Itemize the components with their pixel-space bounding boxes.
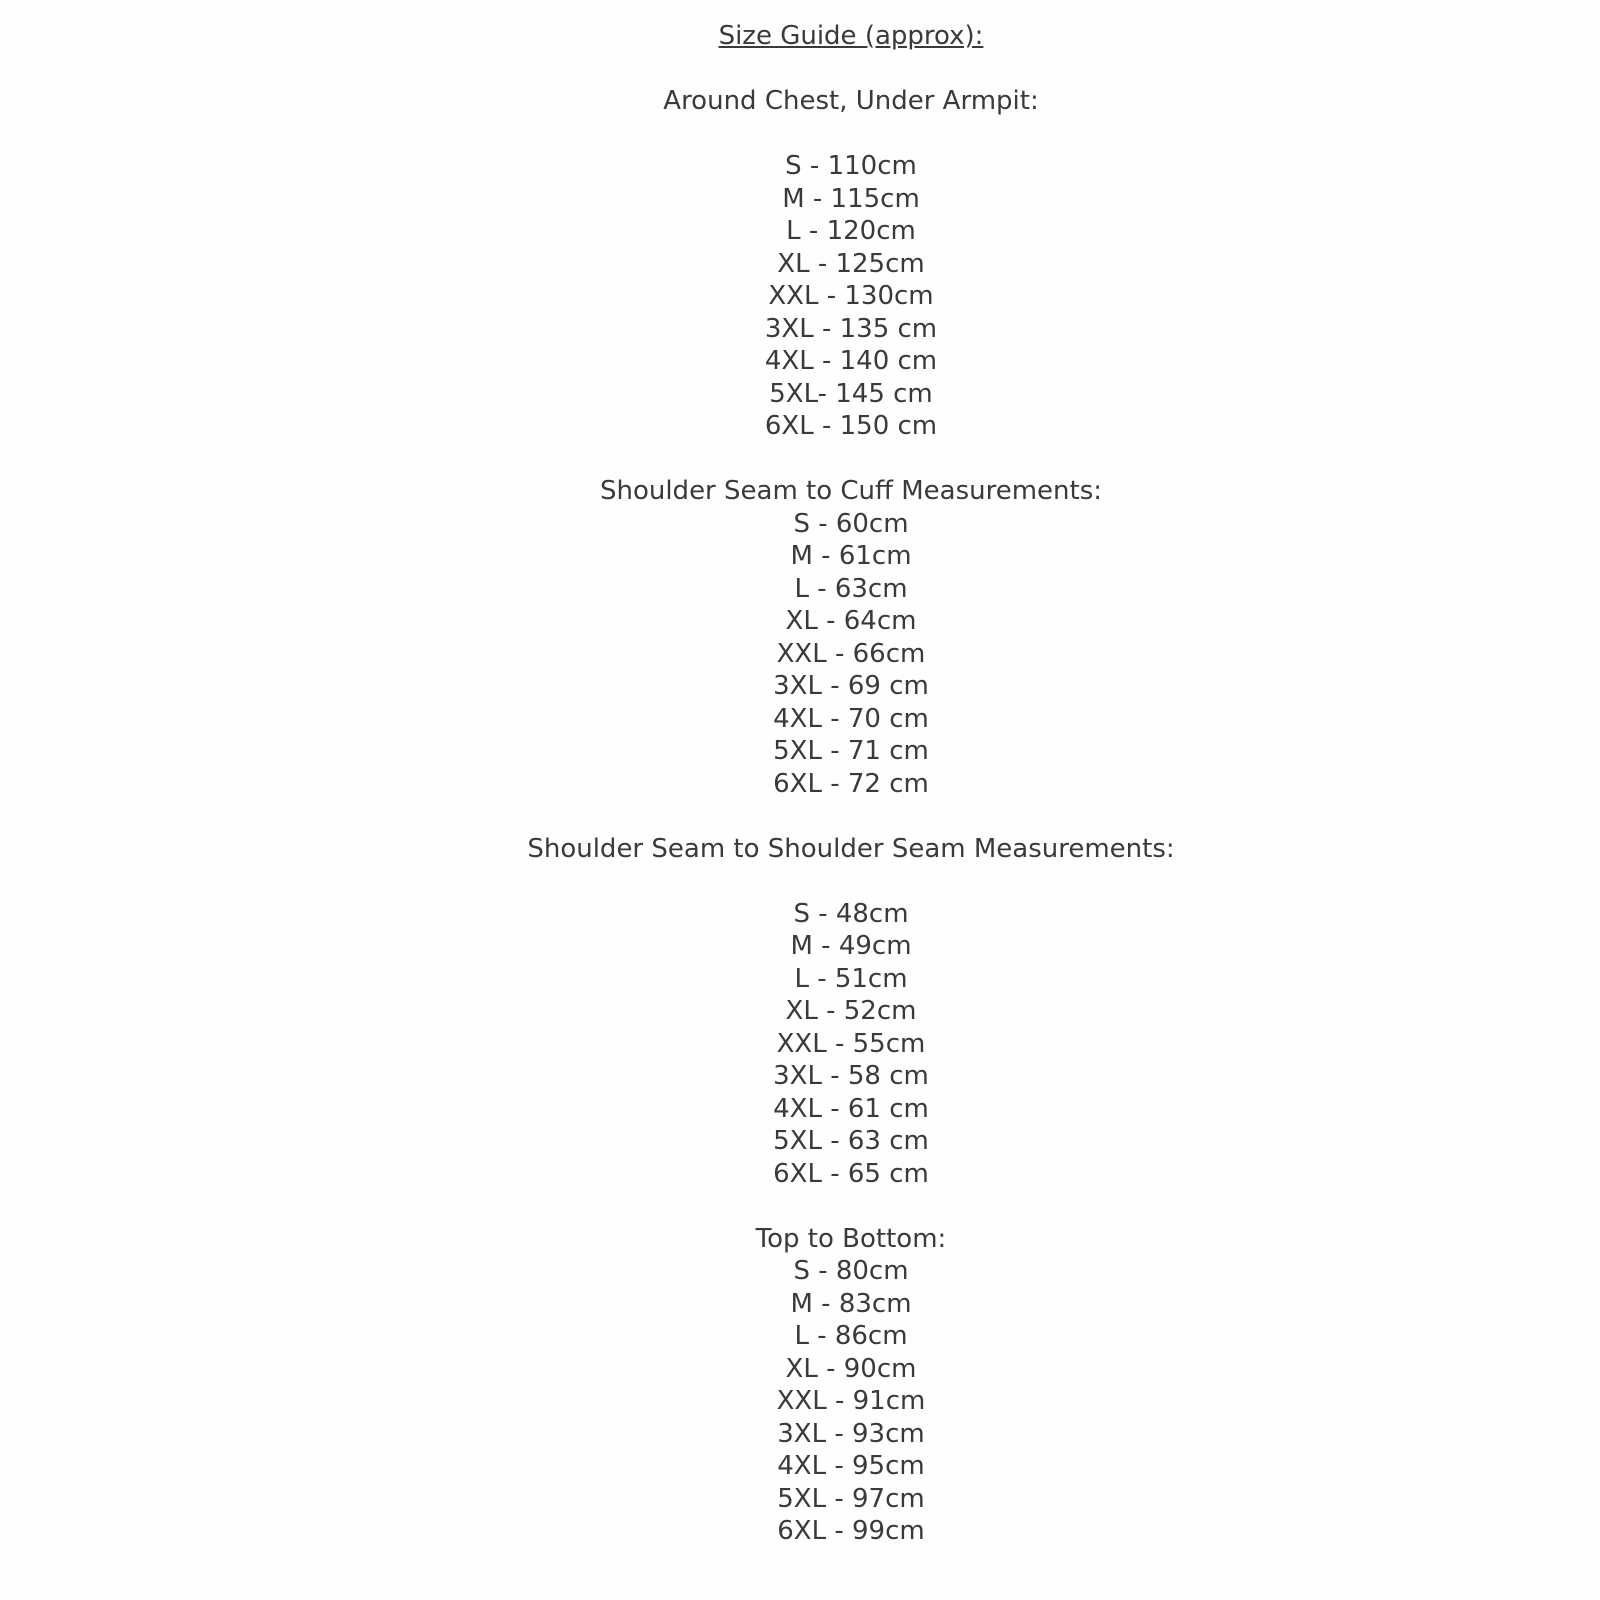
blank-line xyxy=(102,865,1600,898)
size-item: M - 83cm xyxy=(790,1288,912,1319)
size-item: S - 110cm xyxy=(785,151,917,181)
size-item: 4XL - 95cm xyxy=(777,1451,925,1481)
size-item: L - 51cm xyxy=(794,963,908,994)
size-item: XXL - 55cm xyxy=(776,1028,926,1059)
size-guide-sections xyxy=(102,53,1600,1548)
section-heading: Around Chest, Under Armpit: xyxy=(663,86,1039,116)
blank-line xyxy=(102,1190,1600,1223)
size-item: L - 63cm xyxy=(794,573,908,604)
size-item: 3XL - 58 cm xyxy=(773,1061,929,1091)
size-item: 5XL- 145 cm xyxy=(769,378,933,409)
blank-line xyxy=(102,118,1600,151)
size-item: 6XL - 65 cm xyxy=(773,1158,929,1189)
size-item: M - 61cm xyxy=(790,541,912,571)
size-item: 4XL - 61 cm xyxy=(773,1093,929,1124)
section-heading: Top to Bottom: xyxy=(755,1223,947,1254)
size-item: 5XL - 71 cm xyxy=(773,736,929,766)
size-item: 5XL - 97cm xyxy=(777,1483,925,1514)
size-item: XL - 52cm xyxy=(785,996,917,1026)
size-item: XXL - 66cm xyxy=(776,638,926,669)
size-item: 6XL - 99cm xyxy=(777,1516,925,1546)
size-item: 6XL - 72 cm xyxy=(773,768,929,799)
size-item: L - 86cm xyxy=(794,1321,908,1351)
size-item: L - 120cm xyxy=(786,216,916,246)
size-item: XL - 90cm xyxy=(785,1353,917,1384)
size-item: S - 48cm xyxy=(793,898,909,929)
blank-line xyxy=(102,800,1600,833)
size-item: 3XL - 135 cm xyxy=(764,313,938,344)
size-item: XXL - 130cm xyxy=(768,281,934,311)
size-item: XXL - 91cm xyxy=(776,1386,926,1416)
section-heading: Shoulder Seam to Cuff Measurements: xyxy=(599,476,1103,506)
size-item: 3XL - 93cm xyxy=(777,1418,925,1449)
size-item: M - 49cm xyxy=(790,931,912,961)
size-item: XL - 125cm xyxy=(777,248,925,279)
size-item: 4XL - 70 cm xyxy=(773,703,929,734)
blank-line xyxy=(102,53,1600,86)
size-item: 5XL - 63 cm xyxy=(773,1126,929,1156)
size-item: M - 115cm xyxy=(782,183,920,214)
size-guide-document xyxy=(102,0,1600,1548)
page-title: Size Guide (approx): xyxy=(718,21,984,51)
size-item: S - 80cm xyxy=(793,1256,909,1286)
section-heading: Shoulder Seam to Shoulder Seam Measurements: xyxy=(527,833,1175,864)
size-item: 4XL - 140 cm xyxy=(764,346,938,376)
size-item: 6XL - 150 cm xyxy=(764,411,938,441)
size-item: XL - 64cm xyxy=(785,606,917,636)
size-item: S - 60cm xyxy=(793,508,909,539)
blank-line xyxy=(102,443,1600,476)
size-item: 3XL - 69 cm xyxy=(773,671,929,701)
